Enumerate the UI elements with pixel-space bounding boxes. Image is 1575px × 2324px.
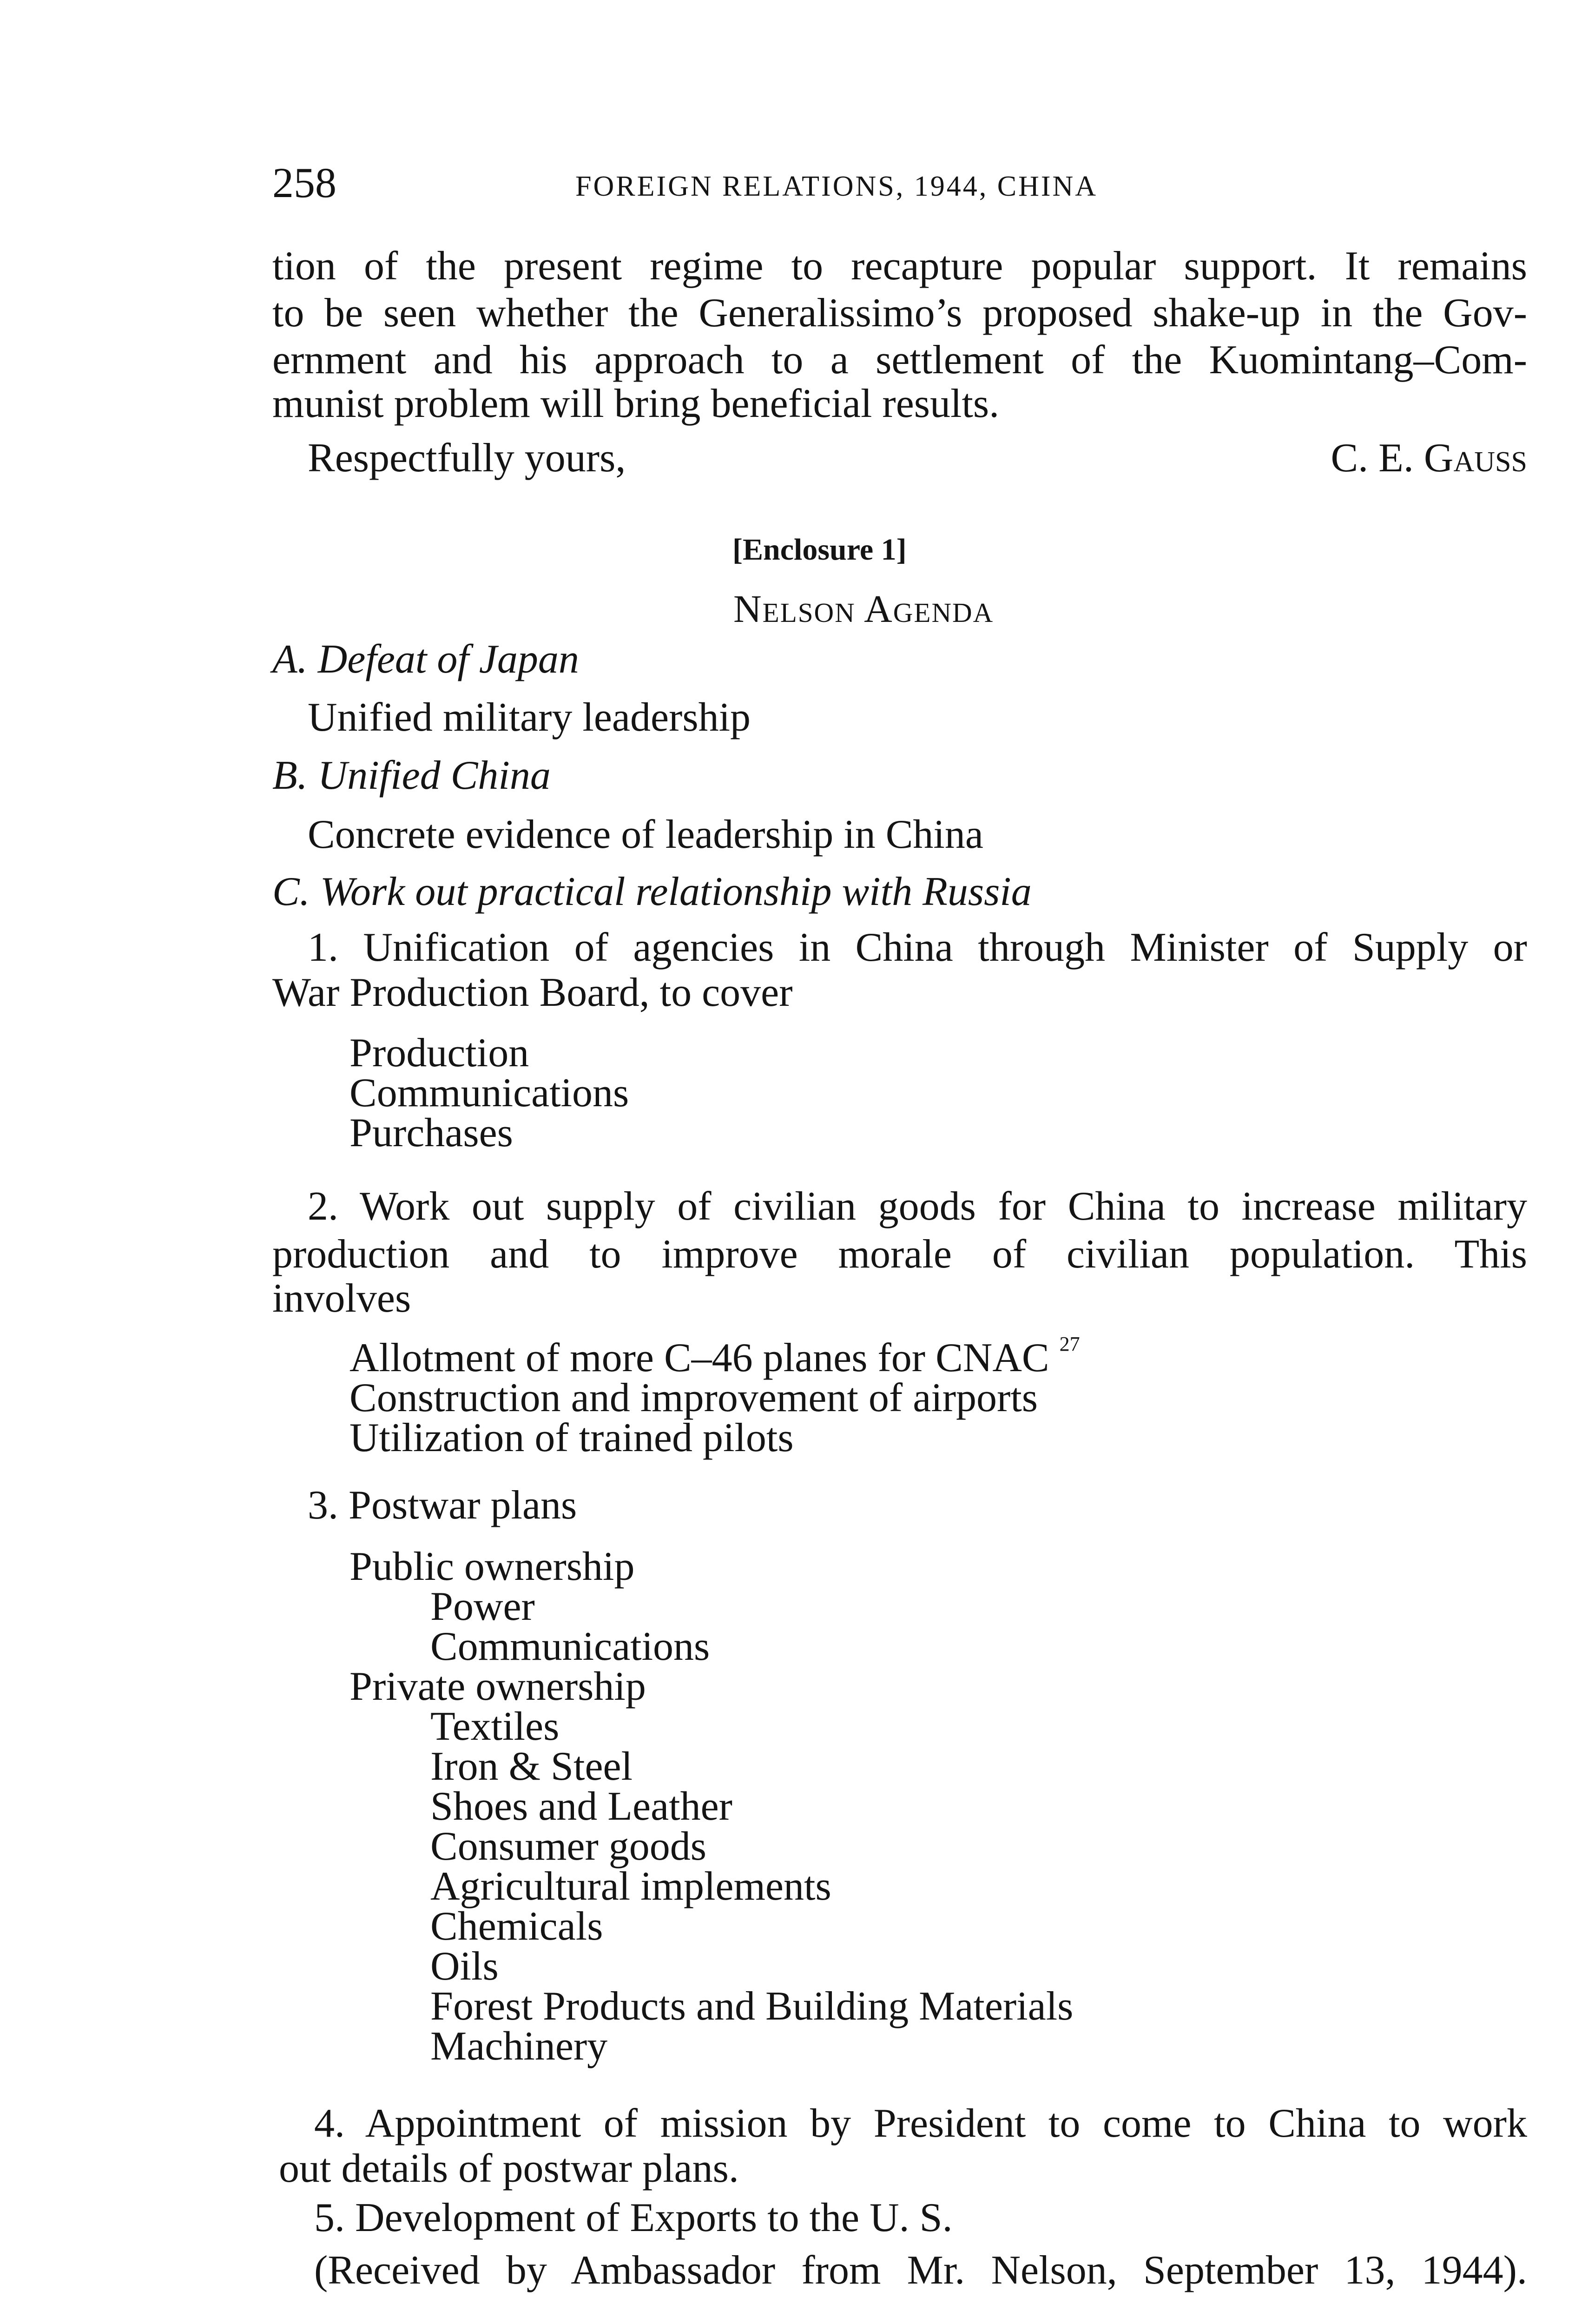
intro-line-3: ernment and his approach to a settlement of the Kuomintang–Com- [272, 337, 1527, 383]
private-ownership-label: Private ownership [349, 1664, 646, 1709]
private-item-oils: Oils [430, 1944, 499, 1989]
section-c-heading: C. Work out practical relationship with Russia [272, 869, 1032, 914]
item-1-line-1: 1. Unification of agencies in China through Minister of Supply or [308, 925, 1527, 970]
public-ownership-label: Public ownership [349, 1544, 635, 1589]
page-number: 258 [272, 159, 336, 206]
item-4-line-1: 4. Appointment of mission by President to come to China to work [314, 2101, 1527, 2146]
item-2-line-3: involves [272, 1276, 411, 1321]
item-1-list-production: Production [349, 1030, 529, 1076]
item-5: 5. Development of Exports to the U. S. [314, 2195, 953, 2240]
private-item-machinery: Machinery [430, 2024, 608, 2069]
private-item-forest-products: Forest Products and Building Materials [430, 1984, 1074, 2029]
private-item-shoes-leather: Shoes and Leather [430, 1784, 732, 1829]
item-1-list-communications: Communications [349, 1070, 629, 1116]
section-b-item: Concrete evidence of leadership in China [308, 812, 983, 857]
received-note: (Received by Ambassador from Mr. Nelson, September 13, 1944). [314, 2248, 1527, 2293]
item-2-list-planes: Allotment of more C–46 planes for CNAC $^{27}$ [349, 1333, 1080, 1380]
section-a-heading: A. Defeat of Japan [272, 637, 579, 682]
section-a-item: Unified military leadership [308, 695, 751, 740]
intro-line-4: munist problem will bring beneficial results. [272, 381, 1000, 426]
intro-line-1: tion of the present regime to recapture popular support. It remains [272, 244, 1527, 289]
enclosure-label: [Enclosure 1] [732, 533, 907, 567]
footnote-ref-27: 27 [1059, 1333, 1080, 1355]
item-3-heading: 3. Postwar plans [308, 1483, 577, 1528]
item-1-list-purchases: Purchases [349, 1110, 513, 1155]
item-2-line-2: production and to improve morale of civilian population. This [272, 1232, 1527, 1277]
private-item-chemicals: Chemicals [430, 1904, 603, 1949]
public-item-communications: Communications [430, 1624, 710, 1669]
item-4-line-2: out details of postwar plans. [279, 2146, 739, 2191]
agenda-title: Nelson Agenda [733, 588, 994, 631]
closing: Respectfully yours, [308, 436, 626, 481]
section-b-heading: B. Unified China [272, 753, 551, 798]
private-item-iron-steel: Iron & Steel [430, 1744, 633, 1789]
private-item-agricultural: Agricultural implements [430, 1864, 831, 1909]
intro-line-2: to be seen whether the Generalissimo’s proposed shake-up in the Gov- [272, 290, 1527, 336]
running-title: FOREIGN RELATIONS, 1944, CHINA [575, 171, 1098, 202]
item-1-line-2: War Production Board, to cover [272, 970, 793, 1015]
private-item-consumer-goods: Consumer goods [430, 1824, 706, 1869]
item-2-list-pilots: Utilization of trained pilots [349, 1415, 794, 1460]
item-2-line-1: 2. Work out supply of civilian goods for China to increase military [308, 1184, 1527, 1229]
public-item-power: Power [430, 1584, 535, 1629]
signature: C. E. Gauss [1331, 436, 1527, 481]
private-item-textiles: Textiles [430, 1704, 560, 1749]
item-2-list-airports: Construction and improvement of airports [349, 1375, 1038, 1420]
